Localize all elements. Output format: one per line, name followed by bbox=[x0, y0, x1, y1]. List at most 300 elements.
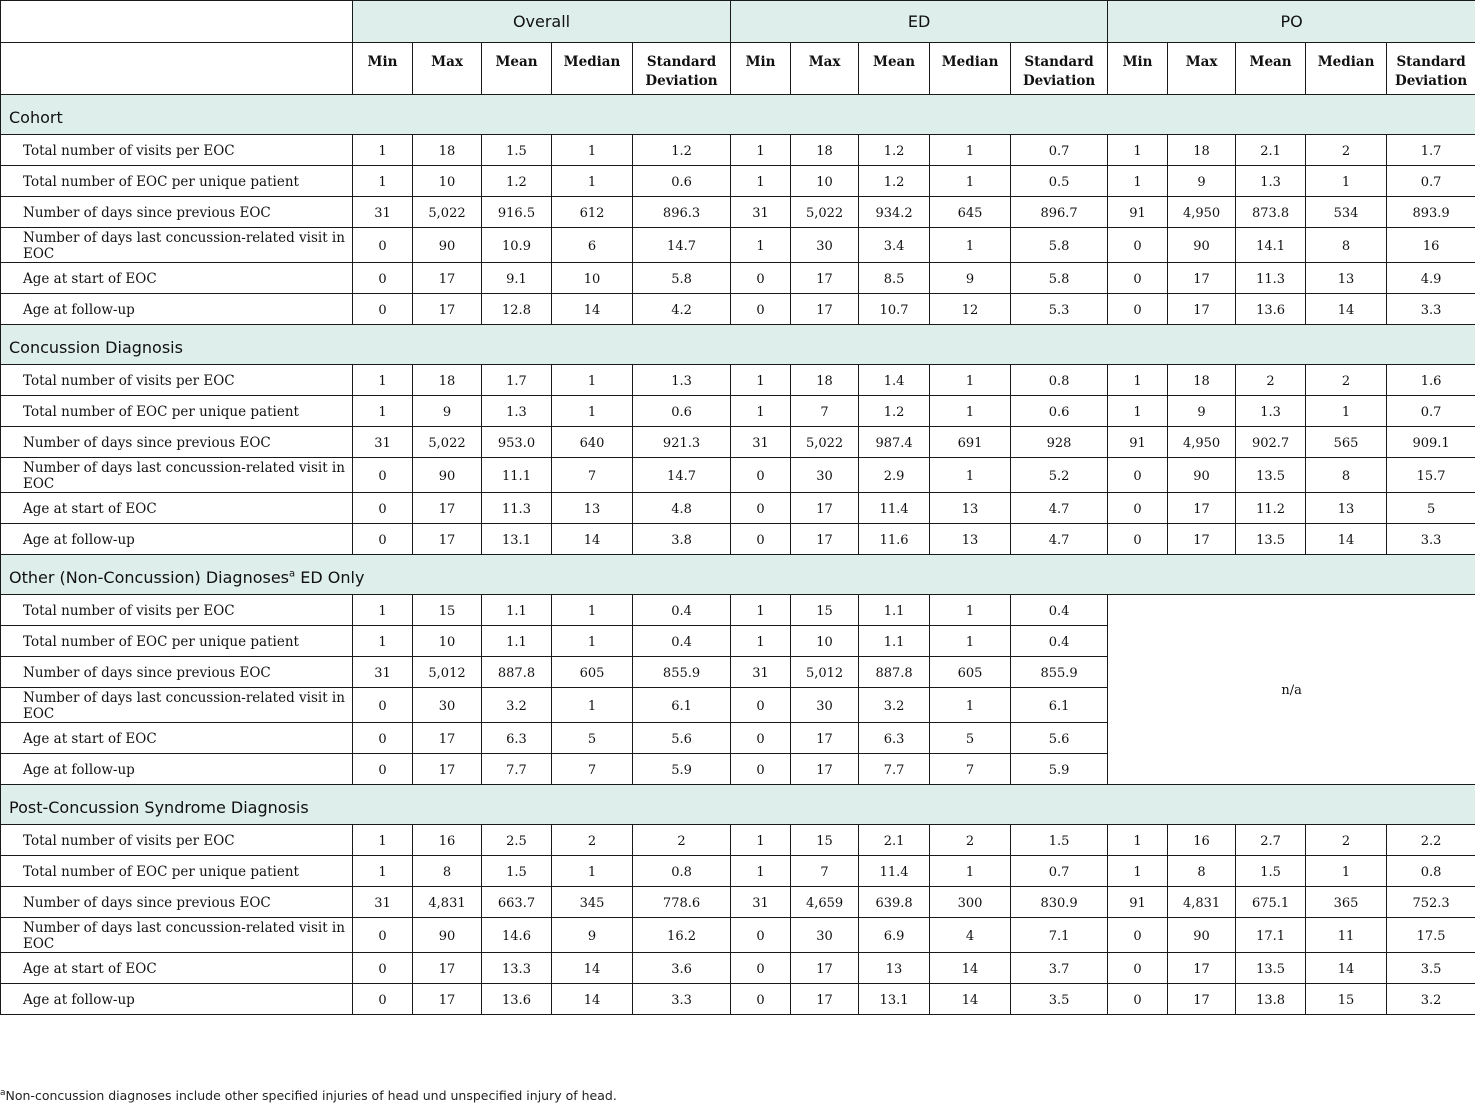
table-row bbox=[1, 166, 1475, 197]
data-cell: 0.7 bbox=[1387, 166, 1475, 197]
stat-header-min: Min bbox=[353, 43, 413, 95]
data-cell: 4,659 bbox=[791, 887, 859, 918]
data-cell: 3.8 bbox=[633, 524, 731, 555]
data-cell: 640 bbox=[552, 427, 633, 458]
data-cell: 8 bbox=[413, 856, 482, 887]
data-cell: 17 bbox=[1168, 524, 1236, 555]
data-cell: 10 bbox=[791, 166, 859, 197]
data-cell: 300 bbox=[930, 887, 1011, 918]
data-cell: 0 bbox=[731, 984, 791, 1015]
data-cell: 1 bbox=[1306, 166, 1387, 197]
data-cell: 5.9 bbox=[633, 754, 731, 785]
data-cell: 1 bbox=[1108, 856, 1168, 887]
data-cell: 15 bbox=[1306, 984, 1387, 1015]
data-cell: 1 bbox=[930, 396, 1011, 427]
data-cell: 14 bbox=[930, 953, 1011, 984]
data-cell: 9 bbox=[1168, 166, 1236, 197]
data-cell: 5,022 bbox=[791, 427, 859, 458]
row-label: Total number of EOC per unique patient bbox=[1, 166, 353, 197]
data-cell: 17 bbox=[413, 493, 482, 524]
data-cell: 13.5 bbox=[1236, 953, 1306, 984]
data-cell: 855.9 bbox=[633, 657, 731, 688]
group-header-po: PO bbox=[1108, 1, 1475, 43]
data-cell: 1 bbox=[731, 856, 791, 887]
data-cell: 921.3 bbox=[633, 427, 731, 458]
data-cell: 1.5 bbox=[482, 856, 552, 887]
data-cell: 0 bbox=[353, 953, 413, 984]
data-cell: 5.8 bbox=[1011, 263, 1108, 294]
data-cell: 909.1 bbox=[1387, 427, 1475, 458]
stat-header-row bbox=[1, 43, 1475, 95]
row-label: Total number of visits per EOC bbox=[1, 825, 353, 856]
data-cell: 4.2 bbox=[633, 294, 731, 325]
data-cell: 1.4 bbox=[859, 365, 930, 396]
data-cell: 3.3 bbox=[1387, 294, 1475, 325]
data-cell: 5.8 bbox=[1011, 228, 1108, 263]
data-cell: 0.4 bbox=[633, 595, 731, 626]
section-title: Cohort bbox=[1, 95, 1475, 135]
data-cell: 13 bbox=[1306, 493, 1387, 524]
data-cell: 1 bbox=[930, 458, 1011, 493]
data-cell: 16.2 bbox=[633, 918, 731, 953]
data-cell: 2.1 bbox=[859, 825, 930, 856]
data-cell: 873.8 bbox=[1236, 197, 1306, 228]
data-cell: 0 bbox=[353, 458, 413, 493]
data-cell: 1.3 bbox=[482, 396, 552, 427]
data-cell: 13.5 bbox=[1236, 458, 1306, 493]
data-cell: 30 bbox=[791, 228, 859, 263]
data-cell: 2 bbox=[552, 825, 633, 856]
corner-cell bbox=[1, 43, 353, 95]
data-cell: 8 bbox=[1306, 458, 1387, 493]
data-cell: 0.7 bbox=[1387, 396, 1475, 427]
data-cell: 0 bbox=[1108, 984, 1168, 1015]
data-cell: 1 bbox=[731, 595, 791, 626]
data-cell: 17.5 bbox=[1387, 918, 1475, 953]
stat-header-median: Median bbox=[930, 43, 1011, 95]
data-cell: 9 bbox=[552, 918, 633, 953]
data-cell: 953.0 bbox=[482, 427, 552, 458]
data-cell: 691 bbox=[930, 427, 1011, 458]
data-cell: 1 bbox=[930, 228, 1011, 263]
table-row bbox=[1, 135, 1475, 166]
data-cell: 365 bbox=[1306, 887, 1387, 918]
data-cell: 0 bbox=[1108, 493, 1168, 524]
data-cell: 0.8 bbox=[1011, 365, 1108, 396]
data-cell: 1 bbox=[930, 688, 1011, 723]
data-cell: 1 bbox=[930, 856, 1011, 887]
footnote-marker: a bbox=[0, 1088, 6, 1098]
data-cell: 31 bbox=[731, 887, 791, 918]
data-cell: 1.5 bbox=[1011, 825, 1108, 856]
data-cell: 928 bbox=[1011, 427, 1108, 458]
data-cell: 17 bbox=[1168, 263, 1236, 294]
data-cell: 14 bbox=[1306, 524, 1387, 555]
data-cell: 1.1 bbox=[859, 595, 930, 626]
data-cell: 5,022 bbox=[413, 427, 482, 458]
data-cell: 17 bbox=[413, 294, 482, 325]
data-cell: 0 bbox=[731, 493, 791, 524]
data-cell: 31 bbox=[353, 197, 413, 228]
data-cell: 2.7 bbox=[1236, 825, 1306, 856]
data-cell: 15.7 bbox=[1387, 458, 1475, 493]
data-cell: 0 bbox=[1108, 524, 1168, 555]
not-applicable-cell: n/a bbox=[1108, 595, 1475, 785]
data-cell: 4,950 bbox=[1168, 197, 1236, 228]
data-cell: 13.3 bbox=[482, 953, 552, 984]
footnote-marker: a bbox=[289, 568, 296, 580]
data-cell: 1 bbox=[1108, 825, 1168, 856]
data-cell: 1 bbox=[552, 626, 633, 657]
data-cell: 1 bbox=[353, 365, 413, 396]
data-cell: 13.6 bbox=[1236, 294, 1306, 325]
data-cell: 90 bbox=[1168, 228, 1236, 263]
data-cell: 0 bbox=[1108, 953, 1168, 984]
stat-header-min: Min bbox=[731, 43, 791, 95]
data-cell: 0.8 bbox=[633, 856, 731, 887]
stat-header-median: Median bbox=[1306, 43, 1387, 95]
data-cell: 0 bbox=[1108, 294, 1168, 325]
data-cell: 1 bbox=[552, 688, 633, 723]
data-cell: 17 bbox=[791, 984, 859, 1015]
data-cell: 4.7 bbox=[1011, 493, 1108, 524]
data-cell: 5.8 bbox=[633, 263, 731, 294]
row-label: Age at start of EOC bbox=[1, 263, 353, 294]
data-cell: 7 bbox=[791, 396, 859, 427]
data-cell: 534 bbox=[1306, 197, 1387, 228]
data-cell: 1 bbox=[930, 166, 1011, 197]
data-cell: 1.1 bbox=[482, 595, 552, 626]
row-label: Total number of visits per EOC bbox=[1, 365, 353, 396]
data-cell: 91 bbox=[1108, 197, 1168, 228]
data-cell: 14.6 bbox=[482, 918, 552, 953]
data-cell: 17 bbox=[791, 294, 859, 325]
table-row bbox=[1, 396, 1475, 427]
group-header-row bbox=[1, 1, 1475, 43]
data-cell: 855.9 bbox=[1011, 657, 1108, 688]
data-cell: 3.4 bbox=[859, 228, 930, 263]
data-cell: 1.2 bbox=[859, 135, 930, 166]
row-label: Number of days last concussion-related visit in EOC bbox=[1, 228, 353, 263]
data-cell: 31 bbox=[353, 887, 413, 918]
data-cell: 14 bbox=[552, 984, 633, 1015]
data-cell: 0 bbox=[731, 458, 791, 493]
data-cell: 1 bbox=[552, 166, 633, 197]
data-cell: 18 bbox=[791, 365, 859, 396]
group-header-overall: Overall bbox=[353, 1, 731, 43]
data-cell: 14 bbox=[552, 953, 633, 984]
data-cell: 0 bbox=[731, 723, 791, 754]
data-cell: 17 bbox=[791, 723, 859, 754]
data-cell: 31 bbox=[731, 657, 791, 688]
data-cell: 17 bbox=[1168, 984, 1236, 1015]
data-cell: 0 bbox=[353, 984, 413, 1015]
data-cell: 4,831 bbox=[1168, 887, 1236, 918]
data-cell: 1.3 bbox=[1236, 166, 1306, 197]
data-cell: 18 bbox=[413, 135, 482, 166]
data-cell: 1.7 bbox=[482, 365, 552, 396]
data-cell: 14.7 bbox=[633, 228, 731, 263]
data-cell: 916.5 bbox=[482, 197, 552, 228]
data-cell: 1 bbox=[353, 135, 413, 166]
data-cell: 8 bbox=[1306, 228, 1387, 263]
stat-header-standard-deviation: Standard Deviation bbox=[1011, 43, 1108, 95]
data-cell: 893.9 bbox=[1387, 197, 1475, 228]
row-label: Total number of visits per EOC bbox=[1, 135, 353, 166]
row-label: Total number of visits per EOC bbox=[1, 595, 353, 626]
row-label: Total number of EOC per unique patient bbox=[1, 856, 353, 887]
stat-header-standard-deviation: Standard Deviation bbox=[633, 43, 731, 95]
data-cell: 896.3 bbox=[633, 197, 731, 228]
data-cell: 14 bbox=[552, 294, 633, 325]
data-cell: 0 bbox=[353, 263, 413, 294]
data-cell: 1.1 bbox=[482, 626, 552, 657]
data-cell: 3.5 bbox=[1011, 984, 1108, 1015]
data-cell: 9 bbox=[1168, 396, 1236, 427]
data-cell: 31 bbox=[731, 197, 791, 228]
row-label: Age at follow-up bbox=[1, 984, 353, 1015]
data-cell: 0.7 bbox=[1011, 856, 1108, 887]
data-cell: 1 bbox=[930, 135, 1011, 166]
data-cell: 1.2 bbox=[859, 166, 930, 197]
data-cell: 3.3 bbox=[633, 984, 731, 1015]
data-cell: 1 bbox=[930, 626, 1011, 657]
data-cell: 31 bbox=[353, 657, 413, 688]
row-label: Age at start of EOC bbox=[1, 953, 353, 984]
data-cell: 902.7 bbox=[1236, 427, 1306, 458]
data-cell: 10 bbox=[552, 263, 633, 294]
data-cell: 1 bbox=[552, 135, 633, 166]
data-cell: 17 bbox=[791, 263, 859, 294]
data-cell: 345 bbox=[552, 887, 633, 918]
data-cell: 2.9 bbox=[859, 458, 930, 493]
data-cell: 17 bbox=[791, 524, 859, 555]
data-cell: 1 bbox=[731, 396, 791, 427]
data-cell: 15 bbox=[413, 595, 482, 626]
data-cell: 13.6 bbox=[482, 984, 552, 1015]
data-cell: 2 bbox=[1306, 825, 1387, 856]
data-cell: 4 bbox=[930, 918, 1011, 953]
data-cell: 0 bbox=[731, 263, 791, 294]
data-cell: 17.1 bbox=[1236, 918, 1306, 953]
data-cell: 16 bbox=[1168, 825, 1236, 856]
data-cell: 1 bbox=[1108, 166, 1168, 197]
data-cell: 12.8 bbox=[482, 294, 552, 325]
row-label: Age at start of EOC bbox=[1, 723, 353, 754]
data-cell: 9.1 bbox=[482, 263, 552, 294]
data-cell: 11.4 bbox=[859, 856, 930, 887]
data-cell: 987.4 bbox=[859, 427, 930, 458]
stat-header-mean: Mean bbox=[859, 43, 930, 95]
data-cell: 3.6 bbox=[633, 953, 731, 984]
data-cell: 1.2 bbox=[859, 396, 930, 427]
stat-header-max: Max bbox=[1168, 43, 1236, 95]
data-cell: 90 bbox=[413, 458, 482, 493]
data-cell: 6.3 bbox=[482, 723, 552, 754]
corner-cell bbox=[1, 1, 353, 43]
data-cell: 13 bbox=[552, 493, 633, 524]
data-cell: 17 bbox=[413, 263, 482, 294]
data-cell: 12 bbox=[930, 294, 1011, 325]
data-cell: 8.5 bbox=[859, 263, 930, 294]
table-row bbox=[1, 887, 1475, 918]
data-cell: 0 bbox=[353, 524, 413, 555]
data-cell: 10 bbox=[413, 626, 482, 657]
data-cell: 6 bbox=[552, 228, 633, 263]
row-label: Number of days since previous EOC bbox=[1, 657, 353, 688]
data-cell: 11.3 bbox=[1236, 263, 1306, 294]
table-row bbox=[1, 825, 1475, 856]
data-cell: 887.8 bbox=[482, 657, 552, 688]
data-cell: 1 bbox=[731, 135, 791, 166]
stat-header-mean: Mean bbox=[1236, 43, 1306, 95]
data-cell: 830.9 bbox=[1011, 887, 1108, 918]
data-cell: 8 bbox=[1168, 856, 1236, 887]
data-cell: 13.1 bbox=[482, 524, 552, 555]
data-cell: 30 bbox=[791, 458, 859, 493]
row-label: Age at start of EOC bbox=[1, 493, 353, 524]
data-cell: 13 bbox=[859, 953, 930, 984]
data-cell: 9 bbox=[930, 263, 1011, 294]
data-cell: 17 bbox=[1168, 953, 1236, 984]
data-cell: 639.8 bbox=[859, 887, 930, 918]
data-cell: 31 bbox=[353, 427, 413, 458]
data-cell: 4.9 bbox=[1387, 263, 1475, 294]
data-cell: 0 bbox=[731, 524, 791, 555]
data-cell: 1 bbox=[731, 166, 791, 197]
data-cell: 1.7 bbox=[1387, 135, 1475, 166]
row-label: Number of days since previous EOC bbox=[1, 427, 353, 458]
section-title: Post-Concussion Syndrome Diagnosis bbox=[1, 785, 1475, 825]
data-cell: 14 bbox=[1306, 953, 1387, 984]
data-cell: 7.7 bbox=[482, 754, 552, 785]
data-cell: 11.3 bbox=[482, 493, 552, 524]
data-cell: 1 bbox=[353, 825, 413, 856]
data-cell: 11.6 bbox=[859, 524, 930, 555]
data-cell: 91 bbox=[1108, 887, 1168, 918]
stat-header-max: Max bbox=[413, 43, 482, 95]
data-cell: 10 bbox=[791, 626, 859, 657]
data-cell: 11.2 bbox=[1236, 493, 1306, 524]
data-cell: 11.4 bbox=[859, 493, 930, 524]
data-cell: 1.1 bbox=[859, 626, 930, 657]
data-cell: 0 bbox=[1108, 228, 1168, 263]
data-cell: 5 bbox=[552, 723, 633, 754]
data-cell: 17 bbox=[1168, 294, 1236, 325]
stat-header-standard-deviation: Standard Deviation bbox=[1387, 43, 1475, 95]
data-cell: 14.1 bbox=[1236, 228, 1306, 263]
data-cell: 605 bbox=[930, 657, 1011, 688]
data-cell: 17 bbox=[413, 524, 482, 555]
data-cell: 7 bbox=[930, 754, 1011, 785]
data-cell: 13 bbox=[1306, 263, 1387, 294]
table-row bbox=[1, 294, 1475, 325]
data-cell: 1.3 bbox=[1236, 396, 1306, 427]
row-label: Total number of EOC per unique patient bbox=[1, 626, 353, 657]
data-cell: 90 bbox=[1168, 458, 1236, 493]
data-cell: 5.6 bbox=[1011, 723, 1108, 754]
stat-header-median: Median bbox=[552, 43, 633, 95]
data-cell: 0 bbox=[353, 228, 413, 263]
data-cell: 0 bbox=[731, 294, 791, 325]
data-cell: 2.1 bbox=[1236, 135, 1306, 166]
data-cell: 0 bbox=[353, 723, 413, 754]
data-cell: 1.5 bbox=[1236, 856, 1306, 887]
data-cell: 1 bbox=[731, 365, 791, 396]
data-cell: 1 bbox=[552, 856, 633, 887]
data-cell: 6.9 bbox=[859, 918, 930, 953]
row-label: Total number of EOC per unique patient bbox=[1, 396, 353, 427]
table-row bbox=[1, 197, 1475, 228]
data-cell: 887.8 bbox=[859, 657, 930, 688]
row-label: Age at follow-up bbox=[1, 754, 353, 785]
table-row bbox=[1, 228, 1475, 263]
section-header-row bbox=[1, 785, 1475, 825]
row-label: Number of days since previous EOC bbox=[1, 887, 353, 918]
table-row bbox=[1, 595, 1475, 626]
data-cell: 0 bbox=[731, 953, 791, 984]
data-cell: 2 bbox=[930, 825, 1011, 856]
data-cell: 6.1 bbox=[1011, 688, 1108, 723]
row-label: Number of days last concussion-related visit in EOC bbox=[1, 458, 353, 493]
data-cell: 1 bbox=[1108, 365, 1168, 396]
data-cell: 2 bbox=[1236, 365, 1306, 396]
data-cell: 16 bbox=[413, 825, 482, 856]
data-cell: 5,022 bbox=[791, 197, 859, 228]
data-cell: 0 bbox=[353, 493, 413, 524]
table-row bbox=[1, 263, 1475, 294]
data-cell: 13.8 bbox=[1236, 984, 1306, 1015]
data-cell: 2 bbox=[1306, 365, 1387, 396]
footnote bbox=[0, 1088, 617, 1103]
table-body bbox=[1, 95, 1475, 1015]
data-cell: 18 bbox=[413, 365, 482, 396]
data-cell: 4.8 bbox=[633, 493, 731, 524]
section-header-row bbox=[1, 555, 1475, 595]
data-cell: 90 bbox=[1168, 918, 1236, 953]
data-cell: 0.5 bbox=[1011, 166, 1108, 197]
data-cell: 30 bbox=[791, 918, 859, 953]
data-cell: 1 bbox=[1108, 135, 1168, 166]
data-cell: 17 bbox=[791, 953, 859, 984]
section-title-suffix: ED Only bbox=[295, 568, 365, 587]
data-cell: 0.8 bbox=[1387, 856, 1475, 887]
data-cell: 5,012 bbox=[413, 657, 482, 688]
data-cell: 13.1 bbox=[859, 984, 930, 1015]
data-cell: 1.2 bbox=[482, 166, 552, 197]
data-cell: 10.9 bbox=[482, 228, 552, 263]
data-cell: 17 bbox=[413, 984, 482, 1015]
data-cell: 1 bbox=[731, 825, 791, 856]
data-cell: 2 bbox=[633, 825, 731, 856]
data-cell: 663.7 bbox=[482, 887, 552, 918]
data-cell: 1 bbox=[353, 396, 413, 427]
data-cell: 565 bbox=[1306, 427, 1387, 458]
table-row bbox=[1, 427, 1475, 458]
data-cell: 3.7 bbox=[1011, 953, 1108, 984]
data-cell: 6.3 bbox=[859, 723, 930, 754]
data-cell: 1 bbox=[930, 365, 1011, 396]
data-cell: 90 bbox=[413, 918, 482, 953]
data-cell: 6.1 bbox=[633, 688, 731, 723]
data-cell: 7.7 bbox=[859, 754, 930, 785]
table-row bbox=[1, 458, 1475, 493]
data-cell: 0 bbox=[1108, 918, 1168, 953]
data-cell: 7 bbox=[552, 458, 633, 493]
row-label: Number of days last concussion-related visit in EOC bbox=[1, 688, 353, 723]
data-cell: 7 bbox=[791, 856, 859, 887]
data-cell: 0.4 bbox=[633, 626, 731, 657]
